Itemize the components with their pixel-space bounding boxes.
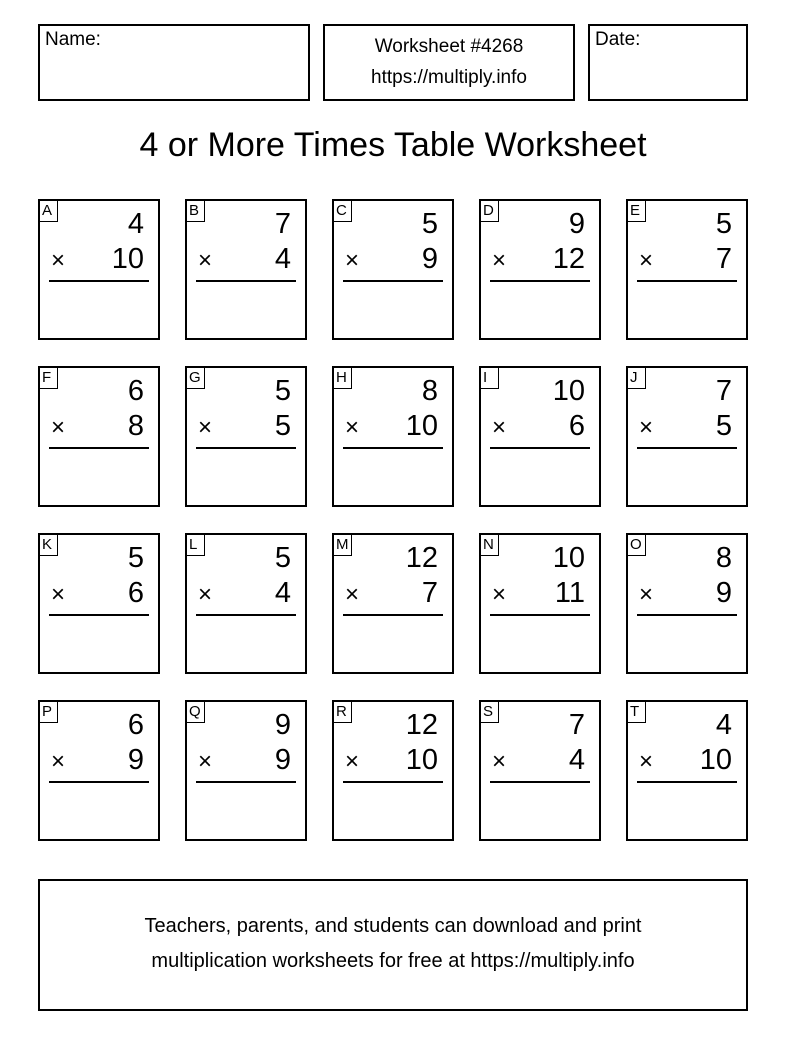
problem-card[interactable] xyxy=(38,366,160,507)
multiplier: 10 xyxy=(405,410,438,442)
problem-card[interactable] xyxy=(332,700,454,841)
date-field[interactable] xyxy=(588,24,748,101)
problem-card[interactable] xyxy=(479,700,601,841)
problem-label: Q xyxy=(187,702,205,723)
problem-card[interactable] xyxy=(479,366,601,507)
times-sign: × xyxy=(492,748,507,775)
answer-line xyxy=(637,447,737,449)
multiplier: 4 xyxy=(274,243,291,275)
multiplicand: 10 xyxy=(552,375,585,407)
times-sign: × xyxy=(492,414,507,441)
problem-label: R xyxy=(334,702,352,723)
multiplier: 6 xyxy=(127,577,144,609)
answer-line xyxy=(343,447,443,449)
multiplier: 5 xyxy=(274,410,291,442)
multiplicand: 12 xyxy=(405,542,438,574)
problem-label: A xyxy=(40,201,58,222)
problem-label: E xyxy=(628,201,646,222)
problem-label: L xyxy=(187,535,205,556)
answer-line xyxy=(343,280,443,282)
problem-card[interactable] xyxy=(38,199,160,340)
answer-line xyxy=(196,781,296,783)
times-sign: × xyxy=(198,748,213,775)
multiplicand: 6 xyxy=(127,375,144,407)
multiplicand: 7 xyxy=(715,375,732,407)
times-sign: × xyxy=(639,414,654,441)
problem-label: K xyxy=(40,535,58,556)
multiplicand: 4 xyxy=(127,208,144,240)
multiplier: 10 xyxy=(405,744,438,776)
problem-card[interactable] xyxy=(626,533,748,674)
times-sign: × xyxy=(51,247,66,274)
answer-line xyxy=(196,614,296,616)
problem-label: G xyxy=(187,368,205,389)
multiplicand: 5 xyxy=(421,208,438,240)
multiplicand: 7 xyxy=(568,709,585,741)
problem-label: J xyxy=(628,368,646,389)
problem-label: N xyxy=(481,535,499,556)
multiplier: 4 xyxy=(568,744,585,776)
times-sign: × xyxy=(198,581,213,608)
answer-line xyxy=(49,447,149,449)
answer-line xyxy=(637,614,737,616)
multiplier: 10 xyxy=(111,243,144,275)
times-sign: × xyxy=(639,581,654,608)
multiplicand: 12 xyxy=(405,709,438,741)
problem-card[interactable] xyxy=(626,700,748,841)
times-sign: × xyxy=(51,748,66,775)
answer-line xyxy=(49,781,149,783)
problem-label: B xyxy=(187,201,205,222)
times-sign: × xyxy=(639,247,654,274)
multiplicand: 7 xyxy=(274,208,291,240)
problem-card[interactable] xyxy=(479,199,601,340)
times-sign: × xyxy=(345,581,360,608)
problem-card[interactable] xyxy=(626,199,748,340)
problem-card[interactable] xyxy=(332,199,454,340)
answer-line xyxy=(343,781,443,783)
multiplier: 11 xyxy=(554,577,585,609)
multiplier: 7 xyxy=(421,577,438,609)
problem-card[interactable] xyxy=(185,533,307,674)
problem-card[interactable] xyxy=(185,700,307,841)
multiplicand: 9 xyxy=(568,208,585,240)
times-sign: × xyxy=(51,581,66,608)
multiplicand: 4 xyxy=(715,709,732,741)
times-sign: × xyxy=(345,748,360,775)
multiplicand: 10 xyxy=(552,542,585,574)
problem-label: P xyxy=(40,702,58,723)
multiplier: 6 xyxy=(568,410,585,442)
problem-card[interactable] xyxy=(185,366,307,507)
times-sign: × xyxy=(492,247,507,274)
problem-card[interactable] xyxy=(38,533,160,674)
answer-line xyxy=(637,280,737,282)
problem-card[interactable] xyxy=(332,366,454,507)
problem-card[interactable] xyxy=(479,533,601,674)
problem-label: D xyxy=(481,201,499,222)
answer-line xyxy=(490,781,590,783)
answer-line xyxy=(637,781,737,783)
problem-label: O xyxy=(628,535,646,556)
times-sign: × xyxy=(345,247,360,274)
multiplicand: 5 xyxy=(127,542,144,574)
times-sign: × xyxy=(345,414,360,441)
worksheet-info-box xyxy=(323,24,575,101)
multiplier: 7 xyxy=(715,243,732,275)
times-sign: × xyxy=(198,414,213,441)
problem-label: T xyxy=(628,702,646,723)
answer-line xyxy=(49,280,149,282)
multiplier: 9 xyxy=(421,243,438,275)
problem-label: S xyxy=(481,702,499,723)
multiplier: 8 xyxy=(127,410,144,442)
answer-line xyxy=(49,614,149,616)
problem-card[interactable] xyxy=(626,366,748,507)
footer-box xyxy=(38,879,748,1011)
problem-label: H xyxy=(334,368,352,389)
times-sign: × xyxy=(639,748,654,775)
footer-line-2: multiplication worksheets for free at https://multiply.info xyxy=(151,950,635,972)
multiplicand: 9 xyxy=(274,709,291,741)
multiplier: 5 xyxy=(715,410,732,442)
answer-line xyxy=(490,447,590,449)
multiplier: 12 xyxy=(552,243,585,275)
problem-card[interactable] xyxy=(38,700,160,841)
times-sign: × xyxy=(492,581,507,608)
answer-line xyxy=(490,614,590,616)
worksheet-id: Worksheet #4268 xyxy=(374,36,524,57)
multiplier: 9 xyxy=(715,577,732,609)
answer-line xyxy=(343,614,443,616)
multiplier: 4 xyxy=(274,577,291,609)
footer-line-1: Teachers, parents, and students can download and print xyxy=(144,915,642,937)
multiplicand: 5 xyxy=(274,375,291,407)
answer-line xyxy=(490,280,590,282)
name-label: Name: xyxy=(45,29,101,50)
problem-card[interactable] xyxy=(185,199,307,340)
date-label: Date: xyxy=(595,29,641,50)
multiplicand: 8 xyxy=(421,375,438,407)
answer-line xyxy=(196,280,296,282)
multiplier: 10 xyxy=(699,744,732,776)
multiplicand: 5 xyxy=(274,542,291,574)
worksheet-url: https://multiply.info xyxy=(371,67,527,88)
problem-card[interactable] xyxy=(332,533,454,674)
problem-label: C xyxy=(334,201,352,222)
multiplier: 9 xyxy=(127,744,144,776)
multiplicand: 5 xyxy=(715,208,732,240)
problem-label: I xyxy=(481,368,499,389)
problem-label: M xyxy=(334,535,352,556)
page-title: 4 or More Times Table Worksheet xyxy=(139,126,647,164)
answer-line xyxy=(196,447,296,449)
problem-label: F xyxy=(40,368,58,389)
times-sign: × xyxy=(51,414,66,441)
name-field[interactable] xyxy=(38,24,310,101)
times-sign: × xyxy=(198,247,213,274)
multiplicand: 6 xyxy=(127,709,144,741)
multiplier: 9 xyxy=(274,744,291,776)
multiplicand: 8 xyxy=(715,542,732,574)
